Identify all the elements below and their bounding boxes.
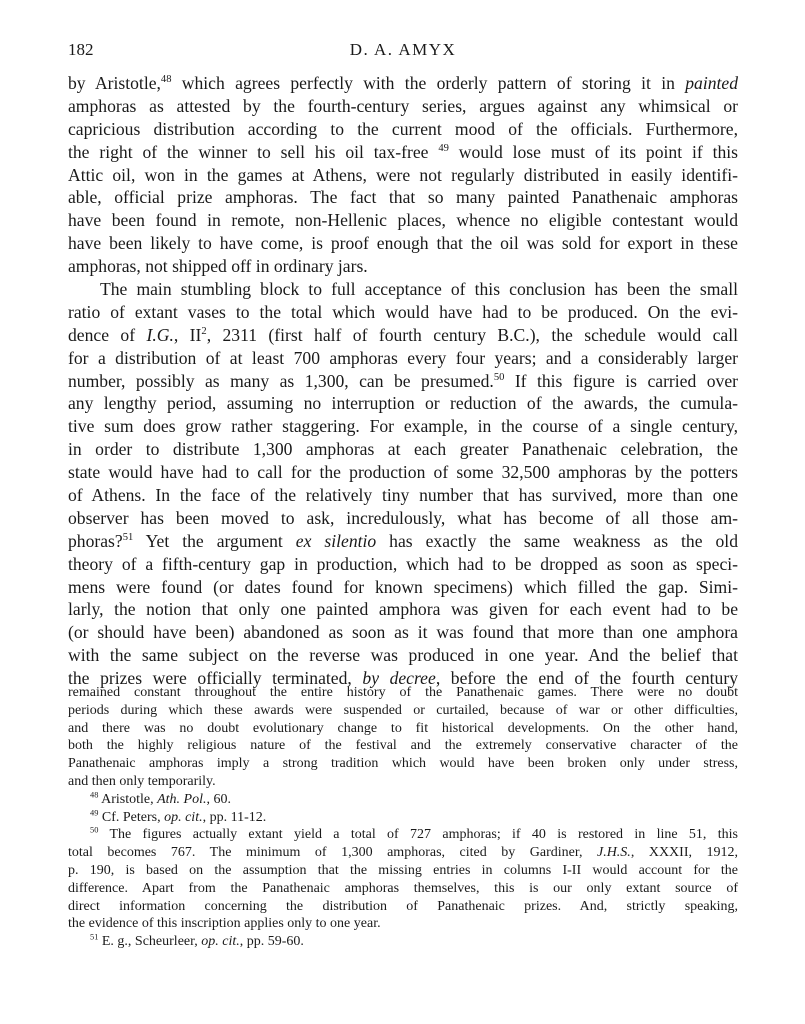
text-line: observer has been moved to ask, incredulously, what has become of all those am- [68,507,738,528]
footnote-line: Panathenaic amphoras imply a strong tradition which would have been broken only under stress, [68,756,738,772]
text-line: mens were found (or dates found for known specimens) which filled the gap. Simi- [68,576,738,597]
footnote-49: $^{49}$ Cf. Peters, op. cit., pp. 11-12. [90,807,267,825]
footnote-line: and there was no doubt evolutionary change to fit historical developments. On the other hand, [68,720,738,736]
text-line: The main stumbling block to full acceptance of this conclusion has been the small [100,279,738,300]
text-line: capricious distribution according to the current mood of the officials. Furthermore, [68,118,738,139]
text-line: amphoras, not shipped off in ordinary jars. [68,256,368,277]
footnote-48: $^{48}$ Aristotle, Ath. Pol., 60. [90,790,231,807]
footnote-line: and then only temporarily. [68,773,216,789]
footnote-line: both the highly religious nature of the festival and the extremely conservative character of the [68,738,738,754]
text-line: able, official prize amphoras. The fact that so many painted Panathenaic amphoras [68,187,738,208]
text-line: number, possibly as many as 1,300, can be presumed.$^{50}$ If this figure is carried over [68,370,738,391]
text-line: phoras?$^{51}$ Yet the argument ex silentio has exactly the same weakness as the old [68,530,738,551]
text-line: dence of I.G., $II^2$, 2311 (first half of fourth century B.C.), the schedule would call [68,324,739,345]
text-line: have been likely to have come, is proof enough that the oil was sold for export in these [68,233,738,254]
footnote-line: total becomes 767. The minimum of 1,300 amphoras, cited by Gardiner, J.H.S., XXXII, 1912, [68,845,738,861]
footnote-50: $^{50}$ The figures actually extant yield a total of 727 amphoras; if 40 is restored in line 51, this [90,825,738,843]
footnote-ref-51: 51 [122,531,134,543]
body-text [68,72,738,690]
text-line: ratio of extant vases to the total which would have had to be produced. On the evi- [68,301,738,322]
text-line: the prizes were officially terminated, by decree, before the end of the fourth century [68,668,739,689]
footnote-line: remained constant throughout the entire history of the Panathenaic games. There were no doubt [68,685,738,700]
page-number: 182 [68,40,94,59]
footnote-line: difference. Apart from the Panathenaic amphoras themselves, this is our only extant source of [68,880,738,896]
text-line: amphoras as attested by the fourth-century series, argues against any whimsical or [68,95,738,116]
footnote-ref-50: 50 [493,371,505,383]
text-line: tive sum does grow rather staggering. For example, in the course of a single century, [68,416,738,437]
footnote-ref-49: 49 [438,142,449,154]
text-line: the right of the winner to sell his oil tax-free $^{49}$ would lose must of its point if this [68,141,739,162]
footnote-line: periods during which these awards were suspended or curtailed, because of war or other difficulties, [68,702,738,718]
text-line: state would have had to call for the production of some 32,500 amphoras by the potters [68,462,738,483]
footnotes [68,684,738,951]
footnote-ref-48: 48 [160,74,172,86]
text-line: Attic oil, won in the games at Athens, were not regularly distributed in easily identifi- [68,164,738,185]
footnote-line: direct information concerning the distribution of Panathenaic prizes. And, strictly speaking, [68,898,738,914]
footnote-line: the evidence of this inscription applies only to one year. [68,916,381,932]
running-head: D. A. AMYX [349,40,457,59]
text-line: have been found in remote, non-Hellenic places, whence no eligible contestant would [68,210,738,231]
page-header [68,40,738,62]
text-line: in order to distribute 1,300 amphoras at each greater Panathenaic celebration, the [68,439,738,460]
text-line: by Aristotle,$^{48}$ which agrees perfectly with the orderly pattern of storing it in painted [68,73,738,93]
text-line: theory of a fifth-century gap in production, which had to be dropped as soon as speci- [68,553,738,574]
text-line: of Athens. In the face of the relatively tiny number that has survived, more than one [68,485,738,506]
text-line: (or should have been) abandoned as soon as it was found that more than one amphora [68,622,738,643]
text-line: with the same subject on the reverse was produced in one year. And the belief that [68,645,738,666]
footnote-51: $^{51}$ E. g., Scheurleer, op. cit., pp. 59-60. [90,932,304,950]
text-line: for a distribution of at least 700 amphoras every four years; and a considerably larger [68,347,738,368]
text-line: any lengthy period, assuming no interruption or reduction of the awards, the cumula- [68,393,738,414]
text-line: larly, the notion that only one painted amphora was given for each event had to be [68,599,738,620]
footnote-line: p. 190, is based on the assumption that the missing entries in columns I-II would account for the [68,862,738,878]
